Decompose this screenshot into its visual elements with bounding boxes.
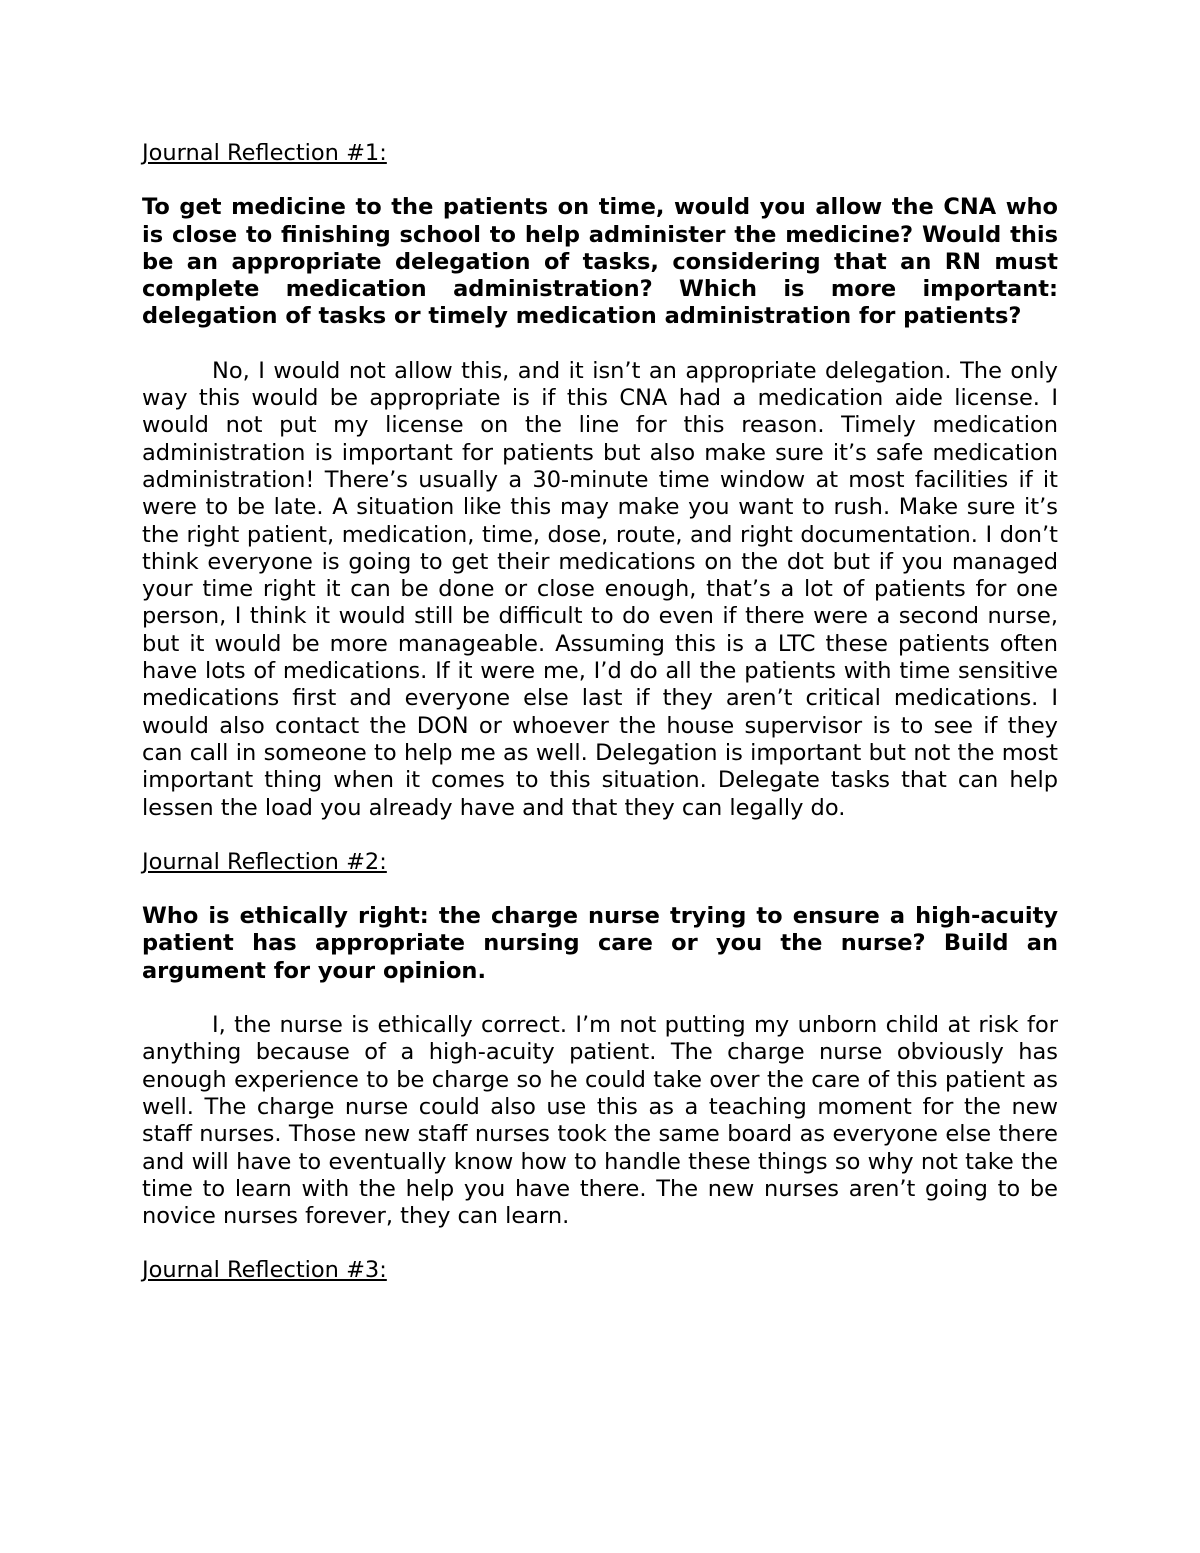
- reflection-1-question: To get medicine to the patients on time, would you allow the CNA who is close to finishing school to help administer the medicine? Would this be an appropriate delegation of tasks, considering that an RN must complete medication administration? Which is more important: delegation of tasks or timely medication administration for patients?: [142, 194, 1058, 330]
- document-page: [142, 140, 1058, 1285]
- reflection-2-answer: I, the nurse is ethically correct. I’m not putting my unborn child at risk for anything because of a high-acuity patient. The charge nurse obviously has enough experience to be charge so he could take over the care of this patient as well. The charge nurse could also use this as a teaching moment for the new staff nurses. Those new staff nurses took the same board as everyone else there and will have to eventually know how to handle these things so why not take the time to learn with the help you have there. The new nurses aren’t going to be novice nurses forever, they can learn.: [142, 1012, 1058, 1230]
- reflection-1-answer: No, I would not allow this, and it isn’t an appropriate delegation. The only way this would be appropriate is if this CNA had a medication aide license. I would not put my license on the line for this reason. Timely medication administration is important for patients but also make sure it’s safe medication administration! There’s usually a 30-minute time window at most facilities if it were to be late. A situation like this may make you want to rush. Make sure it’s the right patient, medication, time, dose, route, and right documentation. I don’t think everyone is going to get their medications on the dot but if you managed your time right it can be done or close enough, that’s a lot of patients for one person, I think it would still be difficult to do even if there were a second nurse, but it would be more manageable. Assuming this is a LTC these patients often have lots of medications. If it were me, I’d do all the patients with time sensitive medications first and everyone else last if they aren’t critical medications. I would also contact the DON or whoever the house supervisor is to see if they can call in someone to help me as well. Delegation is important but not the most important thing when it comes to this situation. Delegate tasks that can help lessen the load you already have and that they can legally do.: [142, 357, 1058, 821]
- journal-reflection-1: [142, 140, 1058, 822]
- reflection-3-heading: Journal Reflection #3:: [142, 1257, 387, 1284]
- journal-reflection-3: [142, 1257, 1058, 1284]
- reflection-2-heading: Journal Reflection #2:: [142, 848, 387, 875]
- reflection-1-heading: Journal Reflection #1:: [142, 140, 387, 166]
- journal-reflection-2: [142, 849, 1058, 1231]
- reflection-2-question: Who is ethically right: the charge nurse trying to ensure a high-acuity patient has appropriate nursing care or you the nurse? Build an argument for your opinion.: [142, 903, 1058, 984]
